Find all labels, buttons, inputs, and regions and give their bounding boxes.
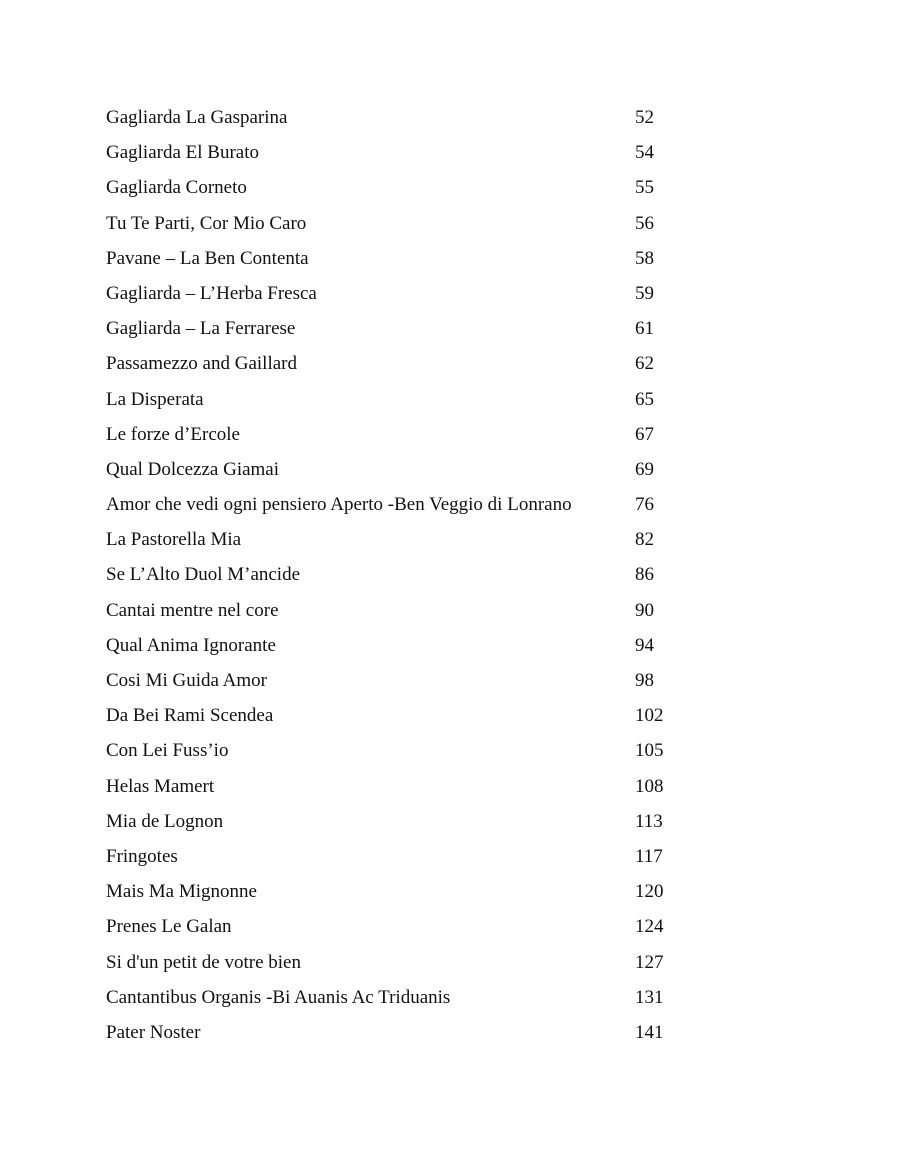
toc-entry-title: Cantantibus Organis -Bi Auanis Ac Triduanis xyxy=(106,986,451,1008)
toc-entry xyxy=(106,206,706,241)
toc-entry-title: Gagliarda El Burato xyxy=(106,142,260,164)
toc-entry xyxy=(106,557,706,592)
toc-entry xyxy=(106,1015,706,1050)
toc-entry-page-number: 113 xyxy=(635,810,663,832)
toc-entry xyxy=(106,311,706,346)
toc-entry-page-number: 131 xyxy=(635,986,664,1008)
toc-entry-title: Se L’Alto Duol M’ancide xyxy=(106,564,301,586)
toc-entry xyxy=(106,452,706,487)
toc-entry-page-number: 62 xyxy=(635,353,654,375)
toc-entry xyxy=(106,522,706,557)
toc-entry-title: Gagliarda – L’Herba Fresca xyxy=(106,282,317,304)
toc-entry-title: Qual Anima Ignorante xyxy=(106,634,276,656)
toc-entry-title: Passamezzo and Gaillard xyxy=(106,353,297,375)
toc-entry xyxy=(106,980,706,1015)
toc-entry-page-number: 141 xyxy=(635,1021,664,1043)
toc-entry-title: Con Lei Fuss’io xyxy=(106,740,229,762)
toc-entry xyxy=(106,417,706,452)
toc-entry-title: Cosi Mi Guida Amor xyxy=(106,670,267,691)
toc-entry-title: Mais Ma Mignonne xyxy=(106,881,257,903)
toc-entry-title: La Pastorella Mia xyxy=(106,529,242,551)
toc-entry xyxy=(106,698,706,733)
toc-entry-page-number: 82 xyxy=(635,529,654,551)
toc-entry-title: Cantai mentre nel core xyxy=(106,599,279,621)
toc-entry xyxy=(106,628,706,663)
toc-entry-title: Gagliarda Corneto xyxy=(106,177,247,199)
toc-entry-page-number: 124 xyxy=(635,916,664,938)
toc-entry-title: Fringotes xyxy=(106,845,178,867)
toc-entry-page-number: 127 xyxy=(635,951,664,973)
toc-entry-page-number: 56 xyxy=(635,212,654,234)
toc-entry-page-number: 65 xyxy=(635,388,654,410)
toc-entry-title: Gagliarda – La Ferrarese xyxy=(106,318,296,340)
toc-entry-page-number: 76 xyxy=(635,494,654,516)
toc-entry xyxy=(106,874,706,909)
toc-entry xyxy=(106,241,706,276)
toc-entry-page-number: 105 xyxy=(635,740,664,762)
toc-entry-page-number: 108 xyxy=(635,775,664,797)
toc-entry-page-number: 90 xyxy=(635,599,654,621)
toc-entry-page-number: 59 xyxy=(635,282,654,304)
toc-entry xyxy=(106,733,706,768)
toc-entry-title: Amor che vedi ogni pensiero Aperto -Ben Veggio di Lonrano xyxy=(106,494,572,516)
toc-entry xyxy=(106,945,706,980)
toc-entry-page-number: 61 xyxy=(635,318,654,340)
toc-entry-page-number: 117 xyxy=(635,845,663,867)
toc-entry-title: Helas Mamert xyxy=(106,775,215,797)
toc-entry-title: Le forze d’Ercole xyxy=(106,423,240,445)
toc-entry xyxy=(106,382,706,417)
toc-entry xyxy=(106,100,706,135)
toc-entry xyxy=(106,346,706,381)
toc-entry xyxy=(106,663,706,698)
toc-entry xyxy=(106,135,706,170)
table-of-contents xyxy=(106,100,706,1050)
toc-entry-title: Da Bei Rami Scendea xyxy=(106,705,274,727)
toc-entry-title: Pavane – La Ben Contenta xyxy=(106,247,309,269)
toc-entry-title: Pater Noster xyxy=(106,1021,201,1043)
toc-entry xyxy=(106,593,706,628)
toc-entry-page-number: 120 xyxy=(635,881,664,903)
toc-entry-page-number: 54 xyxy=(635,142,654,164)
toc-entry-page-number: 98 xyxy=(635,670,654,691)
toc-entry-title: Gagliarda La Gasparina xyxy=(106,107,288,128)
toc-entry-page-number: 102 xyxy=(635,705,664,727)
toc-entry xyxy=(106,276,706,311)
toc-entry-title: Mia de Lognon xyxy=(106,810,224,832)
toc-entry xyxy=(106,487,706,522)
toc-entry xyxy=(106,839,706,874)
toc-entry-page-number: 86 xyxy=(635,564,654,586)
toc-entry-page-number: 94 xyxy=(635,634,654,656)
toc-entry-page-number: 52 xyxy=(635,107,654,128)
toc-entry xyxy=(106,909,706,944)
toc-entry xyxy=(106,170,706,205)
toc-entry xyxy=(106,804,706,839)
toc-entry-page-number: 55 xyxy=(635,177,654,199)
toc-entry xyxy=(106,769,706,804)
toc-entry-title: Tu Te Parti, Cor Mio Caro xyxy=(106,212,307,234)
toc-entry-title: Si d'un petit de votre bien xyxy=(106,951,301,973)
toc-entry-title: Qual Dolcezza Giamai xyxy=(106,458,280,480)
toc-entry-title: Prenes Le Galan xyxy=(106,916,232,938)
toc-entry-page-number: 69 xyxy=(635,458,654,480)
toc-entry-page-number: 67 xyxy=(635,423,654,445)
toc-entry-page-number: 58 xyxy=(635,247,654,269)
toc-entry-title: La Disperata xyxy=(106,388,204,410)
